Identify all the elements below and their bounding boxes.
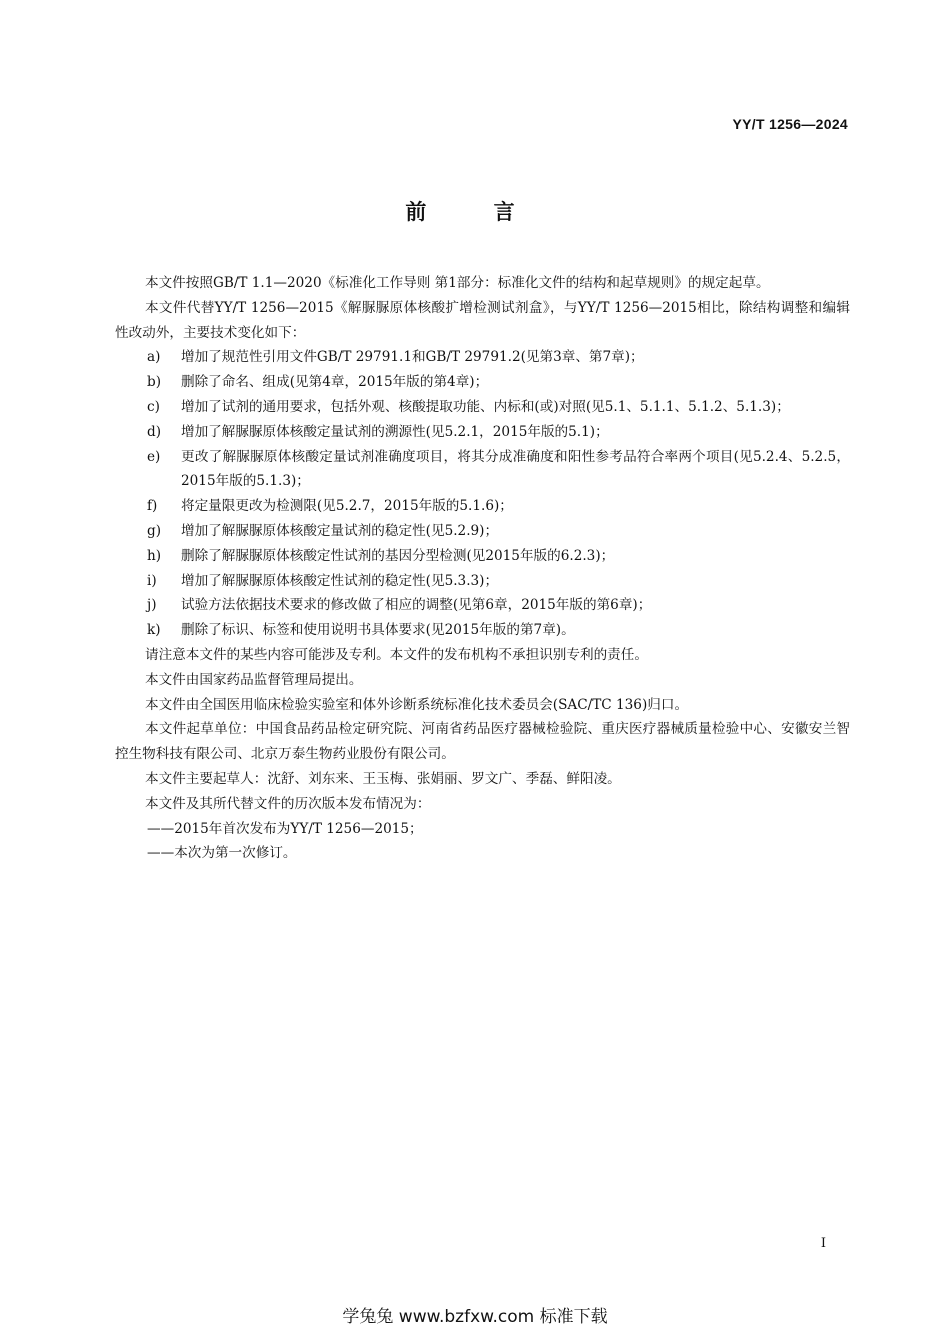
- document-body: [115, 271, 850, 866]
- standard-number: YY/T 1256—2024: [732, 116, 848, 132]
- list-marker: g): [147, 522, 162, 539]
- list-item: [115, 395, 850, 420]
- list-text: 增加了解脲脲原体核酸定量试剂的溯源性(见5.2.1，2015年版的5.1)；: [181, 423, 609, 440]
- list-text: 删除了标识、标签和使用说明书具体要求(见2015年版的第7章)。: [181, 622, 575, 639]
- list-item: [115, 345, 850, 370]
- list-item: [115, 618, 850, 643]
- list-item: [115, 519, 850, 544]
- drafting-units: 本文件起草单位：中国食品药品检定研究院、河南省药品医疗器械检验院、重庆医疗器械质量检验中心、安徽安兰智控生物科技有限公司、北京万泰生物药业股份有限公司。: [115, 721, 850, 763]
- list-text: 试验方法依据技术要求的修改做了相应的调整(见第6章，2015年版的第6章)；: [181, 597, 652, 614]
- proposer-statement: 本文件由国家药品监督管理局提出。: [145, 671, 363, 688]
- list-text: 将定量限更改为检测限(见5.2.7，2015年版的5.1.6)；: [181, 498, 513, 515]
- history-item: ——2015年首次发布为YY/T 1256—2015；: [147, 820, 423, 837]
- list-item: [115, 494, 850, 519]
- paragraph: 本文件代替YY/T 1256—2015《解脲脲原体核酸扩增检测试剂盒》，与YY/T 1256—2015相比，除结构调整和编辑性改动外，主要技术变化如下：: [115, 299, 850, 341]
- list-marker: k): [147, 622, 161, 639]
- page-title: 前 言: [405, 200, 545, 224]
- list-item: [115, 445, 850, 495]
- list-item: [115, 593, 850, 618]
- list-marker: c): [147, 398, 160, 415]
- list-marker: a): [147, 349, 161, 366]
- list-text: 增加了解脲脲原体核酸定性试剂的稳定性(见5.3.3)；: [181, 572, 499, 589]
- list-marker: f): [147, 498, 158, 515]
- list-text: 增加了规范性引用文件GB/T 29791.1和GB/T 29791.2(见第3章、第7章)；: [181, 349, 644, 366]
- list-text: 增加了解脲脲原体核酸定量试剂的稳定性(见5.2.9)；: [181, 522, 499, 539]
- list-marker: h): [147, 547, 162, 564]
- list-text: 增加了试剂的通用要求，包括外观、核酸提取功能、内标和(或)对照(见5.1、5.1.1、5.1.2、5.1.3)；: [181, 398, 790, 415]
- committee-statement: 本文件由全国医用临床检验实验室和体外诊断系统标准化技术委员会(SAC/TC 136)归口。: [145, 696, 689, 713]
- list-item: [115, 420, 850, 445]
- list-text: 更改了解脲脲原体核酸定量试剂准确度项目，将其分成准确度和阳性参考品符合率两个项目(见5.2.4、5.2.5，2015年版的5.1.3)；: [181, 448, 850, 490]
- change-list: [115, 345, 850, 643]
- list-text: 删除了命名、组成(见第4章，2015年版的第4章)；: [181, 374, 489, 391]
- list-marker: i): [147, 572, 157, 589]
- paragraph: 本文件按照GB/T 1.1—2020《标准化工作导则 第1部分：标准化文件的结构和起草规则》的规定起草。: [145, 275, 770, 291]
- drafters: 本文件主要起草人：沈舒、刘东来、王玉梅、张娟丽、罗文广、季磊、鲜阳凌。: [145, 770, 621, 787]
- list-item: [115, 370, 850, 395]
- list-marker: j): [147, 597, 157, 614]
- page-number: I: [820, 1236, 826, 1251]
- list-text: 删除了解脲脲原体核酸定性试剂的基因分型检测(见2015年版的6.2.3)；: [181, 547, 615, 564]
- patent-notice: 请注意本文件的某些内容可能涉及专利。本文件的发布机构不承担识别专利的责任。: [145, 646, 648, 663]
- history-item: ——本次为第一次修订。: [147, 845, 297, 862]
- list-marker: b): [147, 374, 162, 391]
- history-intro: 本文件及其所代替文件的历次版本发布情况为：: [145, 795, 431, 812]
- list-item: [115, 569, 850, 594]
- footer-watermark: 学兔兔 www.bzfxw.com 标准下载: [342, 1307, 608, 1327]
- list-marker: d): [147, 423, 162, 440]
- list-item: [115, 544, 850, 569]
- list-marker: e): [147, 448, 161, 465]
